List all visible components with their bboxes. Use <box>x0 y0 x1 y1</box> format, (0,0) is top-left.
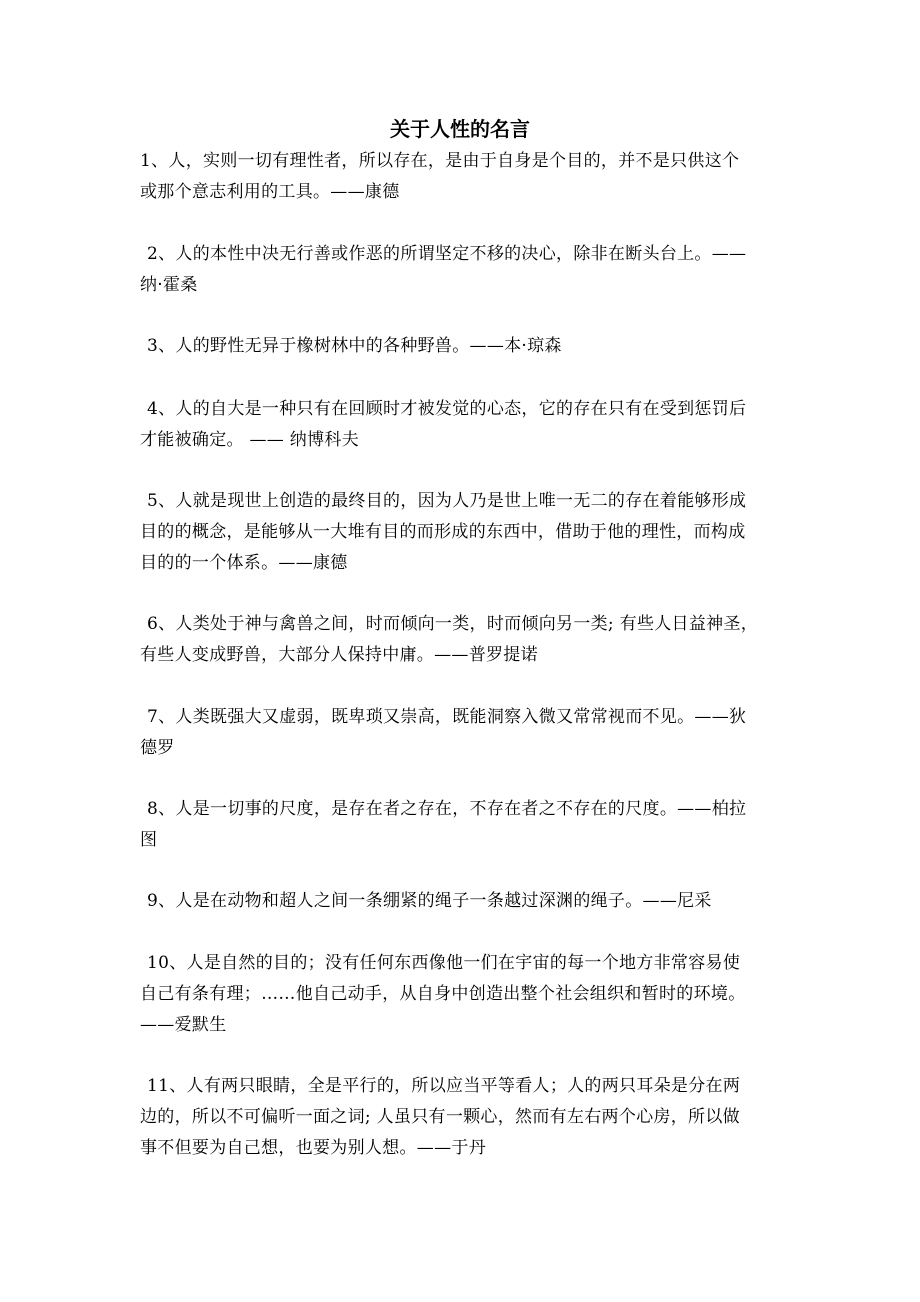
quote-3 <box>140 331 790 362</box>
quote-4 <box>140 394 790 456</box>
quote-line: 1、人，实则一切有理性者，所以存在，是由于自身是个目的，并不是只供这个 <box>140 151 740 171</box>
quote-line: 11、人有两只眼睛，全是平行的，所以应当平等看人；人的两只耳朵是分在两 <box>147 1076 741 1096</box>
quote-5 <box>140 486 790 579</box>
quote-line: 2、人的本性中决无行善或作恶的所谓坚定不移的决心，除非在断头台上。—— <box>147 244 747 264</box>
quote-line: 10、人是自然的目的；没有任何东西像他一们在宇宙的每一个地方非常容易使 <box>147 953 741 973</box>
quote-7 <box>140 702 790 764</box>
quote-line: 目的的一个体系。——康德 <box>140 553 348 573</box>
quote-line: 德罗 <box>140 738 175 758</box>
quote-line: 4、人的自大是一种只有在回顾时才被发觉的心态，它的存在只有在受到惩罚后 <box>147 399 747 419</box>
document-title: 关于人性的名言 <box>390 117 530 141</box>
quote-line: ——爱默生 <box>140 1015 227 1035</box>
quote-line: 6、人类处于神与禽兽之间，时而倾向一类，时而倾向另一类; 有些人日益神圣， <box>147 614 759 634</box>
quote-line: 5、人就是现世上创造的最终目的，因为人乃是世上唯一无二的存在着能够形成 <box>147 491 747 511</box>
quote-1 <box>140 146 790 208</box>
quote-line: 事不但要为自己想，也要为别人想。——于丹 <box>140 1138 486 1158</box>
quote-6 <box>140 609 790 671</box>
quote-11 <box>140 1071 790 1164</box>
quote-8 <box>140 794 790 856</box>
quote-line: 7、人类既强大又虚弱，既卑琐又崇高，既能洞察入微又常常视而不见。——狄 <box>147 707 747 727</box>
quote-line: 才能被确定。 —— 纳博科夫 <box>140 430 360 450</box>
quote-2 <box>140 239 790 301</box>
quote-line: 8、人是一切事的尺度，是存在者之存在，不存在者之不存在的尺度。——柏拉 <box>147 799 747 819</box>
quote-line: 目的的概念，是能够从一大堆有目的而形成的东西中，借助于他的理性，而构成 <box>140 522 746 542</box>
quote-line: 边的，所以不可偏听一面之词; 人虽只有一颗心，然而有左右两个心房，所以做 <box>140 1107 740 1127</box>
quote-line: 9、人是在动物和超人之间一条绷紧的绳子一条越过深渊的绳子。——尼采 <box>147 891 712 911</box>
quote-10 <box>140 948 790 1041</box>
quote-line: 3、人的野性无异于橡树林中的各种野兽。——本·琼森 <box>147 336 562 356</box>
quote-line: 有些人变成野兽，大部分人保持中庸。——普罗提诺 <box>140 645 538 665</box>
quote-9 <box>140 886 790 917</box>
quote-line: 图 <box>140 830 158 850</box>
quote-line: 纳·霍桑 <box>140 275 198 295</box>
quote-line: 自己有条有理；……他自己动手，从自身中创造出整个社会组织和暂时的环境。 <box>140 984 746 1004</box>
quote-line: 或那个意志利用的工具。——康德 <box>140 182 400 202</box>
